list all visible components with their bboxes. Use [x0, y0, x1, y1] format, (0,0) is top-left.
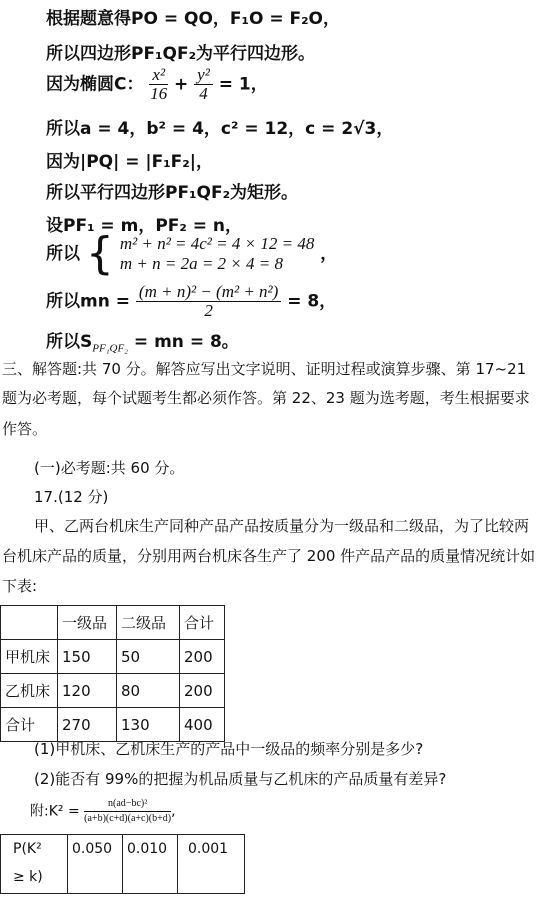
table-cell: 200 — [180, 674, 225, 708]
question-17-text-3: 下表: — [2, 577, 38, 595]
question-17-text-1: 甲、乙两台机床生产同种产品产品按质量分为一级品和二级品，为了比较两 — [34, 517, 530, 535]
formula-label: 附:K² = — [30, 803, 80, 820]
table-row — [1, 674, 225, 708]
table-cell: 50 — [117, 640, 180, 674]
fraction-y2-4: $\frac{\text{y²}}{4}$ — [194, 66, 213, 103]
comma: ， — [320, 244, 338, 264]
ellipse-label: 因为椭圆C： — [46, 74, 144, 95]
solution-line-3 — [46, 66, 268, 103]
table-cell: 0.010 — [123, 835, 178, 894]
table-cell: 0.050 — [68, 835, 123, 894]
equation-2: m + n = 2a = 2 × 4 = 8 — [119, 254, 283, 273]
equals-eight: = 8， — [287, 291, 337, 312]
table-cell: 合计 — [1, 708, 58, 742]
question-17-text-2: 台机床产品的质量，分别用两台机床各生产了 200 件产品产品的质量情况统计如 — [2, 547, 536, 565]
k2-label-cell: P(K² ≥ k) — [1, 835, 68, 894]
table-cell: 乙机床 — [1, 674, 58, 708]
table-cell: 400 — [180, 708, 225, 742]
table-cell: 150 — [58, 640, 117, 674]
solution-line-6: 所以平行四边形PF₁QF₂为矩形。 — [46, 183, 299, 203]
sub-question-1: (1)甲机床、乙机床生产的产品中一级品的频率分别是多少? — [34, 740, 424, 758]
k2-formula — [30, 797, 176, 826]
solution-line-9 — [46, 283, 336, 320]
sub-question-2: (2)能否有 99%的把握为机品质量与乙机床的产品质量有差异? — [34, 770, 447, 788]
formula-fraction: $\frac{\text{n(ad−bc)²}}{(a+b)(c+d)(a+c)(b+d)}$ — [84, 798, 172, 824]
fraction-mn: $\frac{\text{(m + n)² − (m² + n²)}}{2}$ — [136, 283, 281, 320]
equation-system — [120, 234, 314, 274]
plus-sign: + — [173, 74, 189, 95]
equals-one: = 1， — [218, 74, 268, 95]
equation-1: m² + n² = 4c² = 4 × 12 = 48 — [119, 234, 315, 253]
table-cell: 270 — [58, 708, 117, 742]
fraction-x2-16: $\frac{\text{x²}}{16}$ — [150, 65, 168, 103]
question-17-heading: 17.(12 分) — [34, 488, 109, 506]
table-cell: 200 — [180, 640, 225, 674]
area-label: 所以S — [46, 332, 93, 352]
table-row — [1, 640, 225, 674]
formula-comma: , — [171, 803, 176, 820]
solution-line-2: 所以四边形PF₁QF₂为平行四边形。 — [46, 44, 316, 64]
table-cell: 甲机床 — [1, 640, 58, 674]
section-intro-1: 三、解答题:共 70 分。解答应写出文字说明、证明过程或演算步骤、第 17~21 — [2, 360, 527, 378]
left-brace: { — [85, 228, 114, 279]
solution-line-8 — [46, 228, 338, 279]
table-header-cell: 二级品 — [117, 606, 180, 640]
area-subscript: PF₁QF₂ — [92, 342, 128, 355]
table-cell: 0.001 — [178, 835, 245, 894]
solution-line-4: 所以a = 4，b² = 4，c² = 12，c = 2√3， — [46, 119, 394, 139]
table-cell: 130 — [117, 708, 180, 742]
table-row — [1, 835, 245, 894]
section-intro-3: 作答。 — [2, 420, 48, 438]
quality-table — [0, 605, 225, 742]
section-intro-2: 题为必考题，每个试题考生都必须作答。第 22、23 题为选考题，考生根据要求 — [2, 389, 530, 407]
table-header-cell — [1, 606, 58, 640]
solution-line-10 — [46, 327, 239, 354]
table-header-cell: 合计 — [180, 606, 225, 640]
table-cell: 120 — [58, 674, 117, 708]
table-header-row — [1, 606, 225, 640]
solution-line-7: 设PF₁ = m，PF₂ = n， — [46, 216, 243, 236]
table-cell: 80 — [117, 674, 180, 708]
area-value: = mn = 8。 — [133, 332, 239, 352]
required-questions-heading: (一)必考题:共 60 分。 — [34, 459, 185, 477]
k2-critical-table — [0, 834, 245, 894]
solution-line-1: 根据题意得PO = QO，F₁O = F₂O， — [46, 9, 340, 29]
solution-line-5: 因为|PQ| = |F₁F₂|， — [46, 152, 213, 172]
mn-label: 所以mn = — [46, 291, 130, 312]
so-label: 所以 — [46, 244, 80, 264]
table-header-cell: 一级品 — [58, 606, 117, 640]
